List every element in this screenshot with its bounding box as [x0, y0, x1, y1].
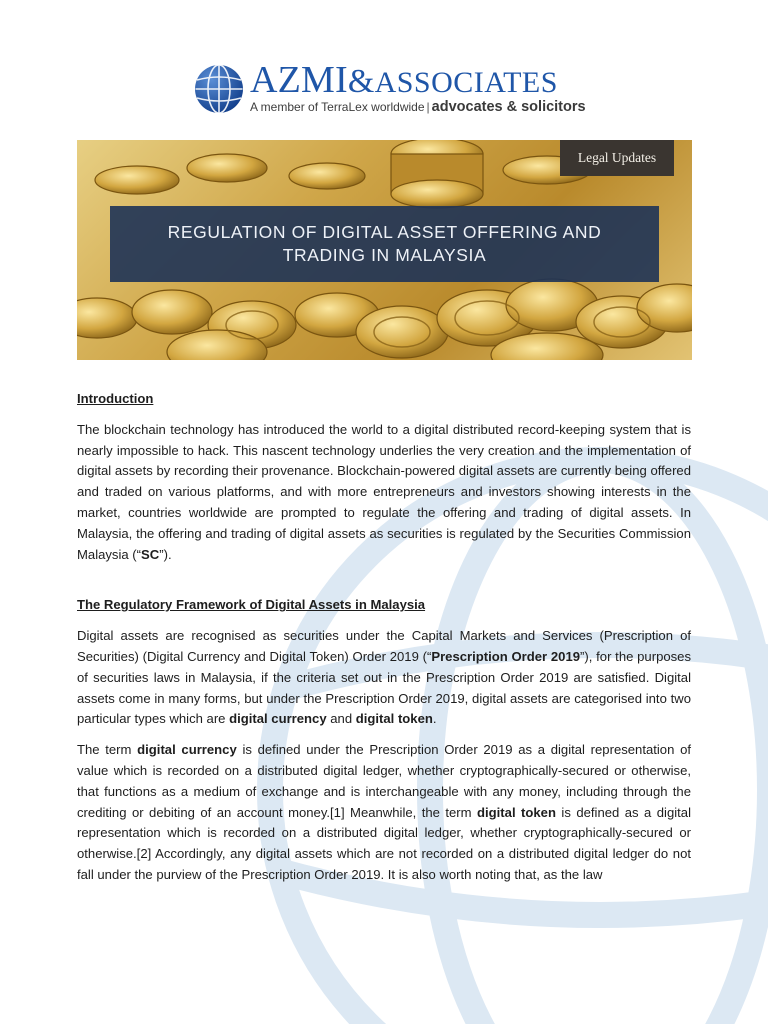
- fw-p2-text-a: The term: [77, 742, 138, 758]
- fw-p1-text-g: .: [432, 711, 437, 727]
- article-title: REGULATION OF DIGITAL ASSET OFFERING AND TRADING IN MALAYSIA: [167, 222, 602, 265]
- fw-p2-text-c: is defined under the Prescription Order 2019 as a digital representation of value which is recorded on a distributed digital ledger, whether cryptographically-secured or otherwise, that functions as a medium of exchange and is interchangeable with any money, including through the crediting or debiting of an account money.[1] Meanwhile, the term: [77, 742, 691, 820]
- legal-updates-badge: Legal Updates: [560, 140, 674, 176]
- tagline: [250, 99, 586, 115]
- introduction-paragraph: [77, 420, 691, 566]
- introduction-heading: Introduction: [77, 391, 154, 406]
- intro-text: The blockchain technology has introduced the world to a digital distributed record-keeping system that is nearly impossible to hack. This nascent technology underlies the very creation and the implementation of digital assets by recording their provenance. Blockchain-powered digital assets are currently being offered and traded on various platforms, and with more entrepreneurs and investors showing interests in the market, countries worldwide are prompted to regulate the offering and trading of digital assets. In Malaysia, the offering and trading of digital assets as securities is regulated by the Securities Commission Malaysia (“: [77, 421, 691, 562]
- fw-p2-text-e: is defined as a digital representation which is recorded on a distributed digital ledger, whether cryptographically-secured or otherwise.[2] Accordingly, any digital assets which are not recorded on a distributed digital ledger do not fall under the purview of the Prescription Order 2019. It is also worth noting that, as the law: [77, 804, 691, 882]
- globe-icon: [194, 64, 244, 114]
- framework-paragraph-1: [77, 626, 691, 730]
- fw-p2-term-digital-currency: digital currency: [137, 742, 237, 758]
- brand-ampersand: &: [347, 63, 375, 100]
- article-title-box: [110, 206, 659, 282]
- brand-name-main: AZMI: [250, 59, 348, 101]
- framework-heading: The Regulatory Framework of Digital Assets in Malaysia: [77, 597, 426, 613]
- fw-p1-text-e: and: [326, 711, 356, 727]
- company-logo[interactable]: [194, 60, 594, 122]
- fw-p1-term-digital-token: digital token: [355, 711, 433, 727]
- intro-text-end: ”).: [159, 546, 172, 562]
- fw-p1-text-c: ”), for the purposes of securities laws in Malaysia, if the criteria set out in the Prescription Order 2019 are satisfied. Digital assets come in many forms, but under the Prescription Order 2019, digital assets are categorised into two particular types which are: [77, 648, 692, 727]
- brand-name-suffix: ASSOCIATES: [374, 66, 558, 99]
- fw-p1-text-a: Digital assets are recognised as securities under the Capital Markets and Services (Prescription of Securities) (Digital Currency and Digital Token) Order 2019 (“: [77, 628, 691, 664]
- tagline-member: A member of TerraLex worldwide: [250, 100, 425, 114]
- tagline-separator: |: [426, 100, 430, 114]
- framework-paragraph-2: [77, 740, 691, 886]
- article-body: [77, 389, 691, 886]
- fw-p1-term-prescription: Prescription Order 2019: [431, 648, 581, 664]
- intro-sc-term: SC: [141, 546, 160, 562]
- article-banner: [77, 140, 692, 360]
- fw-p2-term-digital-token: digital token: [477, 804, 556, 820]
- fw-p1-term-digital-currency: digital currency: [229, 711, 327, 727]
- brand-name: [250, 60, 558, 103]
- tagline-practice: advocates & solicitors: [431, 99, 586, 115]
